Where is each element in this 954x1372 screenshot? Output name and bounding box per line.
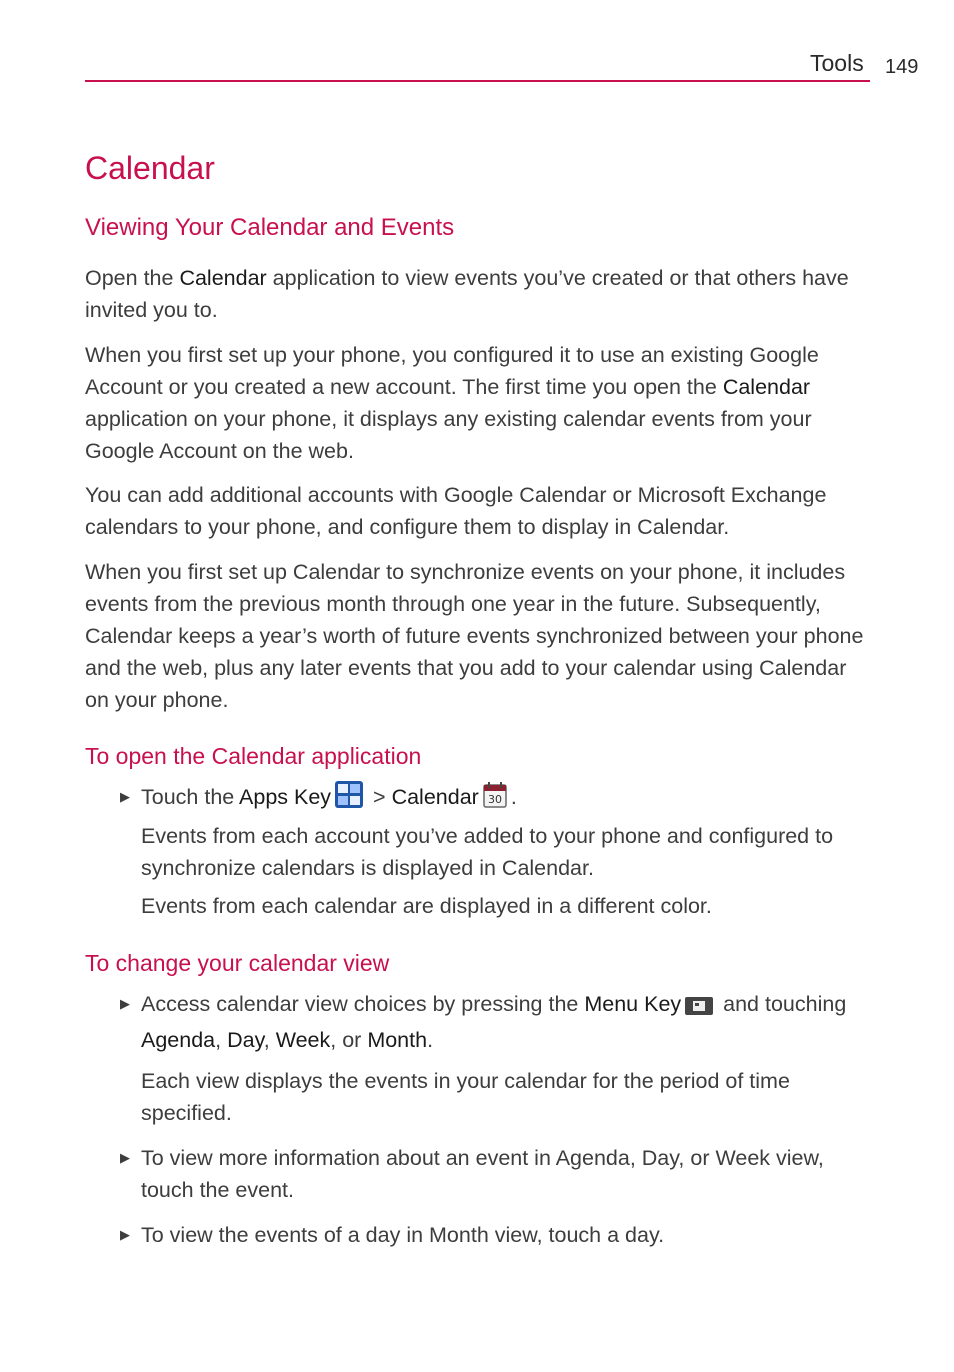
menu-key-icon [685,992,713,1024]
page-number: 149 [885,56,919,78]
note-color-events: Events from each calendar are displayed in a different color. [141,894,712,918]
change-view-heading: To change your calendar view [85,950,390,976]
apps-key-icon [335,781,363,817]
note-view-period: Each view displays the events in your calendar for the period of time specified. [141,1069,790,1125]
svg-text:30: 30 [487,793,502,806]
note-account-events: Events from each account you’ve added to your phone and configured to synchronize calendars is displayed in Calendar. [141,824,834,880]
step-view-day-events: To view the events of a day in Month view, touch a day. [141,1223,665,1247]
page-title: Calendar [85,150,215,186]
paragraph-additional-accounts: You can add additional accounts with Google Calendar or Microsoft Exchange calendars to your phone, and configure them to display in Calendar. [85,483,827,539]
section-heading: Viewing Your Calendar and Events [85,214,455,241]
triangle-right-icon: ▶ [120,789,130,804]
open-app-heading: To open the Calendar application [85,743,422,769]
calendar-app-icon [483,782,507,817]
paragraph-open-calendar: Open the Calendar application to view events you’ve created or that others have invited you to. [85,266,849,322]
step-view-event-info: To view more information about an event in Agenda, Day, or Week view, touch the event. [141,1146,824,1202]
triangle-right-icon: ▶ [120,996,130,1011]
header-rule [85,80,870,82]
triangle-right-icon: ▶ [120,1227,130,1242]
header-section: Tools [810,50,864,76]
step-open-calendar: Touch the Apps Key > Calendar 30 . [141,781,876,817]
triangle-right-icon: ▶ [120,1150,130,1165]
paragraph-first-setup: When you first set up your phone, you configured it to use an existing Google Account or you created a new account. The first time you open the Calendar application on your phone, it displays any existing calendar events from your Google Account on the web. [85,343,819,463]
paragraph-synchronize: When you first set up Calendar to synchronize events on your phone, it includes events from the previous month through one year in the future. Subsequently, Calendar keeps a year’s worth of future events synchronized between your phone and the web, plus any later events that you add to your calendar using Calendar on your phone. [85,560,864,712]
step-access-views: Access calendar view choices by pressing the Menu Key and touching Agenda, Day, Week, or Month. [141,992,847,1052]
